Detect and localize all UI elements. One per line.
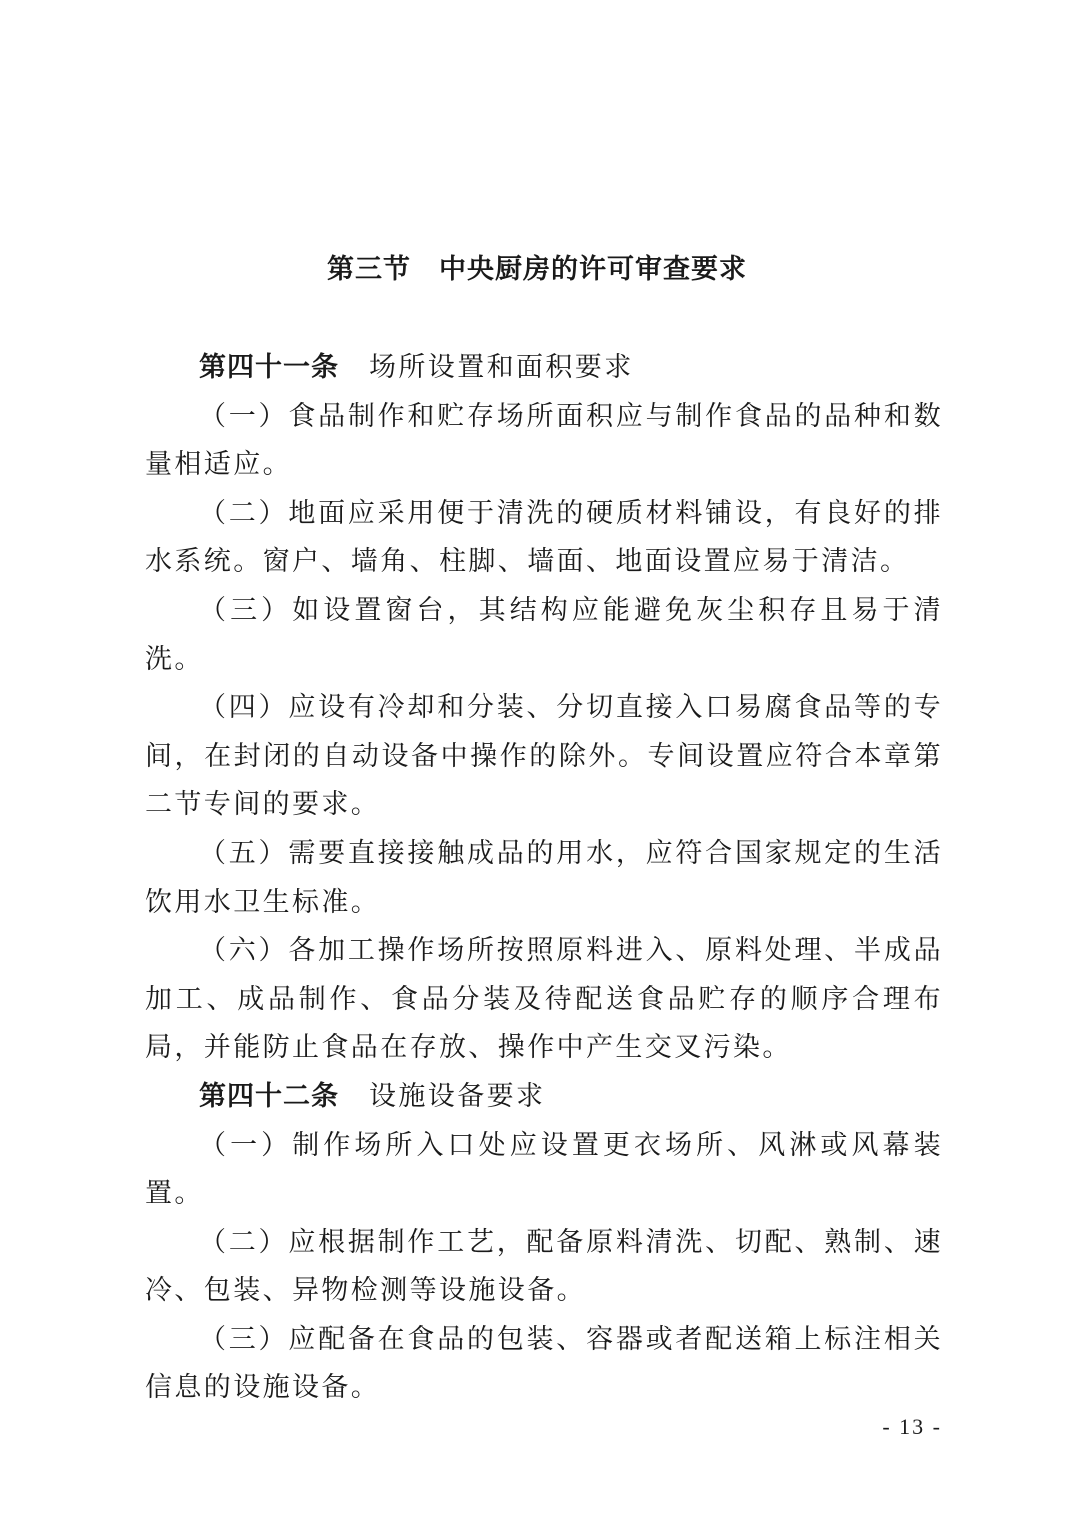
article-42-item-2: （二）应根据制作工艺，配备原料清洗、切配、熟制、速冷、包装、异物检测等设施设备。 (145, 1226, 943, 1307)
section-title: 第三节 中央厨房的许可审查要求 (327, 254, 747, 285)
article-41-item-1: （一）食品制作和贮存场所面积应与制作食品的品种和数量相适应。 (145, 400, 943, 481)
article-42-heading (145, 1073, 943, 1122)
article-41-item-6: （六）各加工操作场所按照原料进入、原料处理、半成品加工、成品制作、食品分装及待配送食品贮存的顺序合理布局，并能防止食品在存放、操作中产生交叉污染。 (145, 935, 943, 1064)
article-41-item-4: （四）应设有冷却和分装、分切直接入口易腐食品等的专间，在封闭的自动设备中操作的除外。专间设置应符合本章第二节专间的要求。 (145, 692, 943, 821)
article-42-item-1: （一）制作场所入口处应设置更衣场所、风淋或风幕装置。 (145, 1129, 943, 1210)
article-number: 第四十一条 (199, 352, 339, 383)
article-41-item-5: （五）需要直接接触成品的用水，应符合国家规定的生活饮用水卫生标准。 (145, 837, 943, 918)
article-41-heading (145, 344, 943, 393)
article-41-item-3: （三）如设置窗台，其结构应能避免灰尘积存且易于清洗。 (145, 594, 943, 675)
article-subject: 场所设置和面积要求 (369, 352, 634, 383)
article-number: 第四十二条 (199, 1080, 339, 1112)
document-body (145, 344, 943, 1413)
page-number: - 13 - (882, 1414, 942, 1439)
article-subject: 设施设备要求 (369, 1080, 546, 1112)
article-42-item-3: （三）应配备在食品的包装、容器或者配送箱上标注相关信息的设施设备。 (145, 1323, 943, 1404)
article-41-item-2: （二）地面应采用便于清洗的硬质材料铺设，有良好的排水系统。窗户、墙角、柱脚、墙面、地面设置应易于清洁。 (145, 497, 943, 578)
